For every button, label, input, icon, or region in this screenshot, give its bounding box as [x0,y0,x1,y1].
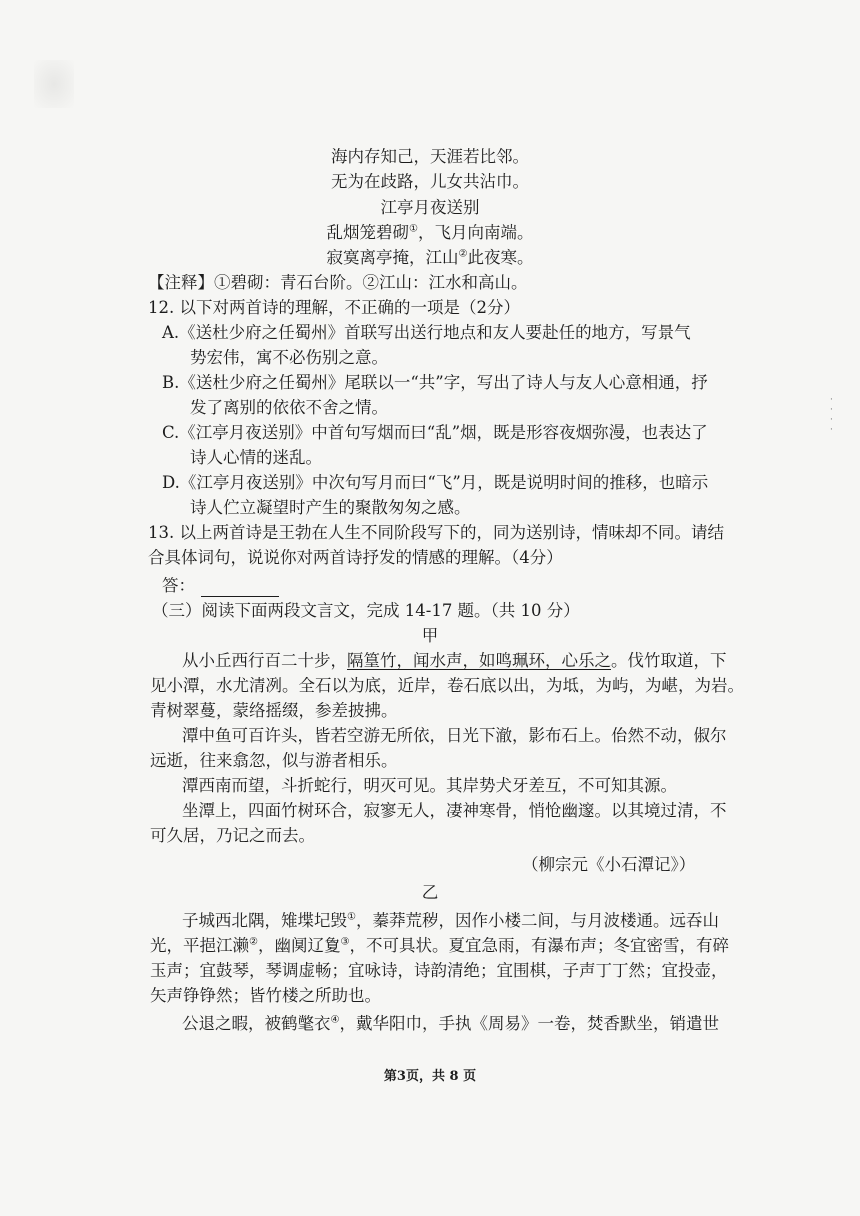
page-number: 第3页，共 8 页 [383,1069,477,1084]
q12-option-d-line1: D.《江亭月夜送别》中次句写月而曰“飞”月，既是说明时间的推移，也暗示 [162,473,709,492]
jia-p2-line2: 远逝，往来翕忽，似与游者相乐。 [150,751,398,770]
jia-p1-line1 [182,650,727,672]
note-mark-1: ① [409,223,418,235]
jia-p1-b: 。伐竹取道，下 [611,651,727,670]
yi-line1 [182,910,719,932]
poem2-line1-a: 乱烟笼碧砌 [326,223,410,242]
jia-source: （柳宗元《小石潭记》） [522,855,696,874]
q12-option-c-line1: C.《江亭月夜送别》中首句写烟而曰“乱”烟，既是形容夜烟弥漫，也表达了 [162,423,708,442]
poem2-line2-a: 寂寞离亭掩，江山 [326,248,459,267]
yi-line4: 矢声铮铮然；皆竹楼之所助也。 [150,986,381,1005]
section3-heading: （三）阅读下面两段文言文，完成 14-17 题。（共 10 分） [152,601,580,620]
yi-l5-b: ，戴华阳巾，手执《周易》一卷，焚香默坐，销遣世 [339,1014,719,1033]
poem2-title: 江亭月夜送别 [380,198,480,217]
jia-underlined-sentence: 隔篁竹，闻水声，如鸣珮环，心乐之 [347,651,611,670]
scan-smudge [34,60,74,108]
jia-p1-line2: 见小潭，水尤清冽。全石以为底，近岸，卷石底以出，为坻，为屿，为嵁，为岩。 [150,676,744,695]
yi-note-mark-1: ① [347,911,356,923]
yi-l5-a: 公退之暇，被鹤氅衣 [182,1014,331,1033]
q12-option-a-line1: A.《送杜少府之任蜀州》首联写出送行地点和友人要赴任的地方，写景气 [162,323,691,342]
q12-option-a-line2: 势宏伟，寓不必伤别之意。 [190,348,388,367]
poem2-line2-b: 此夜寒。 [467,248,534,267]
q12-option-c-line2: 诗人心情的迷乱。 [190,448,322,467]
scan-edge-marks: · · · · [830,395,833,435]
yi-note-mark-3: ③ [340,936,350,948]
yi-l2-c: ，不可具状。夏宜急雨，有瀑布声；冬宜密雪，有碎 [349,936,729,955]
yi-line2 [150,935,729,957]
poem2-line1-b: ，飞月向南端。 [417,223,534,242]
poem2-line1 [0,222,860,244]
yi-note-mark-4: ④ [330,1014,340,1026]
yi-l2-b: ，幽阒辽夐 [257,936,341,955]
jia-p1-line3: 青树翠蔓，蒙络摇缀，参差披拂。 [150,701,398,720]
answer-blank[interactable] [201,582,279,597]
q12-option-b-line2: 发了离别的依依不舍之情。 [190,398,388,417]
jia-p4-line2: 可久居，乃记之而去。 [150,826,315,845]
q13-line1: 13. 以上两首诗是王勃在人生不同阶段写下的，同为送别诗，情味却不同。请结 [148,523,724,542]
q13-answer [162,575,279,597]
q12-option-d-line2: 诗人伫立凝望时产生的聚散匆匆之感。 [190,498,471,517]
q12-stem: 12. 以下对两首诗的理解，不正确的一项是（2分） [148,298,520,317]
yi-l2-a: 光，平挹江濑 [150,936,249,955]
yi-note-mark-2: ② [249,936,258,948]
passage-jia-heading: 甲 [421,626,439,645]
jia-p4-line1: 坐潭上，四面竹树环合，寂寥无人，凄神寒骨，悄怆幽邃。以其境过清，不 [182,801,727,820]
poem1-line1: 海内存知己，天涯若比邻。 [331,147,529,166]
poem2-line2 [0,247,860,269]
jia-p1-a: 从小丘西行百二十步， [182,651,347,670]
answer-label: 答： [162,576,195,595]
jia-p2-line1: 潭中鱼可百许头，皆若空游无所依，日光下澈，影布石上。佁然不动，俶尔 [182,726,727,745]
yi-line3: 玉声；宜鼓琴，琴调虚畅；宜咏诗，诗韵清绝；宜围棋，子声丁丁然；宜投壶， [150,961,728,980]
q12-option-b-line1: B.《送杜少府之任蜀州》尾联以一“共”字，写出了诗人与友人心意相通，抒 [162,373,708,392]
yi-l1-b: ，蓁莽荒秽，因作小楼二间，与月波楼通。远吞山 [355,911,719,930]
yi-line5 [182,1013,719,1035]
q13-line2: 合具体词句，说说你对两首诗抒发的情感的理解。（4分） [148,548,563,567]
poem1-line2: 无为在歧路，儿女共沾巾。 [331,172,529,191]
yi-l1-a: 子城西北隅，雉堞圮毁 [182,911,347,930]
note-mark-2: ② [458,248,468,260]
passage-yi-heading: 乙 [421,883,439,902]
jia-p3: 潭西南而望，斗折蛇行，明灭可见。其岸势犬牙差互，不可知其源。 [182,776,677,795]
annotation: 【注释】①碧砌：青石台阶。②江山：江水和高山。 [148,273,528,292]
